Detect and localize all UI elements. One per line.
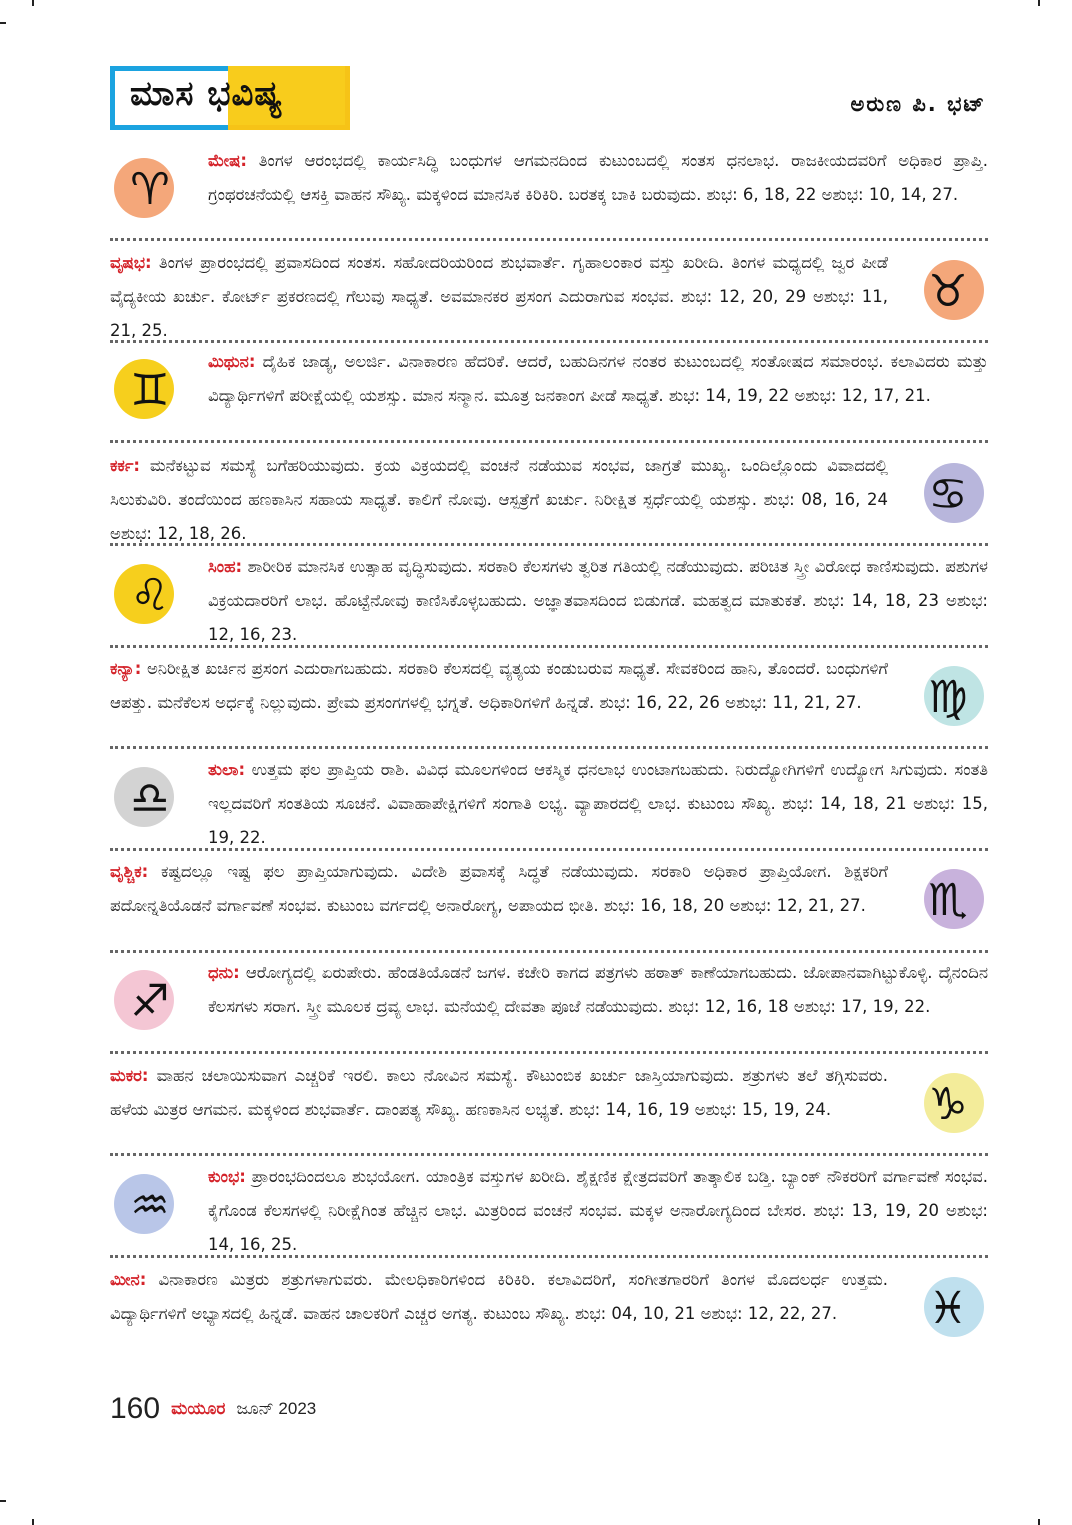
crop-mark [1038,1519,1040,1525]
twins-icon [110,351,190,431]
section-title-box [110,66,350,130]
horoscope-text [110,1263,888,1331]
ram-icon [110,150,190,230]
dotted-divider [110,340,988,343]
page-number: 160 [110,1392,161,1425]
svg-text:♎: ♎ [130,773,170,824]
fish-icon [908,1269,988,1349]
water-pot-icon [110,1166,190,1246]
sign-name: ಸಿಂಹ: [208,557,243,576]
crop-mark [1038,0,1040,6]
horoscope-text [110,449,888,551]
horoscope-text [110,652,888,720]
crocodile-icon [908,1065,988,1145]
sign-name: ವೃಷಭ: [110,253,152,272]
prediction-text: ಕಷ್ಟದಲ್ಲೂ ಇಷ್ಟ ಫಲ ಪ್ರಾಪ್ತಿಯಾಗುವುದು. ವಿದೇಶಿ ಪ್ರವಾಸಕ್ಕೆ ಸಿದ್ಧತೆ ನಡೆಯುವುದು. ಸರಕಾರಿ ಅಧಿಕಾರ ಪ್ರಾಪ್ತಿಯೋಗ. ಶಿಕ್ಷಕರಿಗೆ ಪದೋನ್ನತಿಯೊಡನೆ ವರ್ಗಾವಣೆ ಸಂಭವ. ಕುಟುಂಬ ವರ್ಗದಲ್ಲಿ ಅನಾರೋಗ್ಯ, ಅಪಾಯದ ಭೀತಿ. ಶುಭ: 16, 18, 20 ಅಶುಭ: 12, 21, 27. [110,862,888,915]
bull-icon [908,252,988,332]
horoscope-text [208,345,988,413]
sign-name: ಕನ್ಯಾ: [110,659,142,678]
horoscope-text [110,1059,888,1127]
lion-icon [110,556,190,636]
dotted-divider [110,746,988,749]
scales-icon [110,759,190,839]
dotted-divider [110,543,988,546]
prediction-text: ಶಾರೀರಿಕ ಮಾನಸಿಕ ಉತ್ಸಾಹ ವೃದ್ಧಿಸುವುದು. ಸರಕಾರಿ ಕೆಲಸಗಳು ತ್ವರಿತ ಗತಿಯಲ್ಲಿ ನಡೆಯುವುದು. ಪರಿಚಿತ ಸ್ತ್ರೀ ವಿರೋಧ ಕಾಣಿಸುವುದು. ಪಶುಗಳ ವಿಕ್ರಯದಾರರಿಗೆ ಲಾಭ. ಹೊಟ್ಟೆನೋವು ಕಾಣಿಸಿಕೊಳ್ಳಬಹುದು. ಅಜ್ಞಾತವಾಸದಿಂದ ಬಿಡುಗಡೆ. ಮಹತ್ವದ ಮಾತುಕತೆ. ಶುಭ: 14, 18, 23 ಅಶುಭ: 12, 16, 23. [208,557,988,644]
dotted-divider [110,1255,988,1258]
dotted-divider [110,1051,988,1054]
horoscope-text [208,144,988,212]
prediction-text: ವಾಹನ ಚಲಾಯಿಸುವಾಗ ಎಚ್ಚರಿಕೆ ಇರಲಿ. ಕಾಲು ನೋವಿನ ಸಮಸ್ಯೆ. ಕೌಟುಂಬಿಕ ಖರ್ಚು ಜಾಸ್ತಿಯಾಗುವುದು. ಶತ್ರುಗಳು ತಲೆ ತಗ್ಗಿಸುವರು. ಹಳೆಯ ಮಿತ್ರರ ಆಗಮನ. ಮಕ್ಕಳಿಂದ ಶುಭವಾರ್ತೆ. ದಾಂಪತ್ಯ ಸೌಖ್ಯ. ಹಣಕಾಸಿನ ಲಭ್ಯತೆ. ಶುಭ: 14, 16, 19 ಅಶುಭ: 15, 19, 24. [110,1066,888,1119]
sign-name: ಮೇಷ: [208,151,247,170]
sign-name: ಧನು: [208,963,240,982]
sign-name: ಕುಂಭ: [208,1167,246,1186]
archer-icon [110,962,190,1042]
svg-text:♏: ♏ [928,875,968,926]
dotted-divider [110,848,988,851]
crop-mark [0,1500,6,1502]
prediction-text: ಆರೋಗ್ಯದಲ್ಲಿ ಏರುಪೇರು. ಹೆಂಡತಿಯೊಡನೆ ಜಗಳ. ಕಚೇರಿ ಕಾಗದ ಪತ್ರಗಳು ಹಠಾತ್ ಕಾಣೆಯಾಗಬಹುದು. ಜೋಪಾನವಾಗಿಟ್ಟುಕೊಳ್ಳಿ. ದೈನಂದಿನ ಕೆಲಸಗಳು ಸರಾಗ. ಸ್ತ್ರೀ ಮೂಲಕ ದ್ರವ್ಯ ಲಾಭ. ಮನೆಯಲ್ಲಿ ದೇವತಾ ಪೂಜೆ ನಡೆಯುವುದು. ಶುಭ: 12, 16, 18 ಅಶುಭ: 17, 19, 22. [208,963,988,1016]
magazine-name: ಮಯೂರ [171,1399,226,1419]
prediction-text: ದೈಹಿಕ ಜಾಡ್ಯ, ಅಲರ್ಜಿ. ವಿನಾಕಾರಣ ಹೆದರಿಕೆ. ಆದರೆ, ಬಹುದಿನಗಳ ನಂತರ ಕುಟುಂಬದಲ್ಲಿ ಸಂತೋಷದ ಸಮಾರಂಭ. ಕಲಾವಿದರು ಮತ್ತು ವಿದ್ಯಾರ್ಥಿಗಳಿಗೆ ಪರೀಕ್ಷೆಯಲ್ಲಿ ಯಶಸ್ಸು. ಮಾನ ಸನ್ಮಾನ. ಮೂತ್ರ ಜನಕಾಂಗ ಪೀಡೆ ಸಾಧ್ಯತೆ. ಶುಭ: 14, 19, 22 ಅಶುಭ: 12, 17, 21. [208,352,988,405]
svg-text:♋: ♋ [928,469,968,520]
prediction-text: ವಿನಾಕಾರಣ ಮಿತ್ರರು ಶತ್ರುಗಳಾಗುವರು. ಮೇಲಧಿಕಾರಿಗಳಿಂದ ಕಿರಿಕಿರಿ. ಕಲಾವಿದರಿಗೆ, ಸಂಗೀತಗಾರರಿಗೆ ತಿಂಗಳ ಮೊದಲರ್ಧ ಉತ್ತಮ. ವಿದ್ಯಾರ್ಥಿಗಳಿಗೆ ಅಭ್ಯಾಸದಲ್ಲಿ ಹಿನ್ನಡೆ. ವಾಹನ ಚಾಲಕರಿಗೆ ಎಚ್ಚರ ಅಗತ್ಯ. ಕುಟುಂಬ ಸೌಖ್ಯ. ಶುಭ: 04, 10, 21 ಅಶುಭ: 12, 22, 27. [110,1270,888,1323]
svg-text:♍: ♍ [928,672,968,723]
prediction-text: ಪ್ರಾರಂಭದಿಂದಲೂ ಶುಭಯೋಗ. ಯಾಂತ್ರಿಕ ವಸ್ತುಗಳ ಖರೀದಿ. ಶೈಕ್ಷಣಿಕ ಕ್ಷೇತ್ರದವರಿಗೆ ತಾತ್ಕಾಲಿಕ ಬಡ್ತಿ. ಬ್ಯಾಂಕ್ ನೌಕರರಿಗೆ ವರ್ಗಾವಣೆ ಸಂಭವ. ಕೈಗೊಂಡ ಕೆಲಸಗಳಲ್ಲಿ ನಿರೀಕ್ಷೆಗಿಂತ ಹೆಚ್ಚಿನ ಲಾಭ. ಮಿತ್ರರಿಂದ ವಂಚನೆ ಸಂಭವ. ಮಕ್ಕಳ ಅನಾರೋಗ್ಯದಿಂದ ಬೇಸರ. ಶುಭ: 13, 19, 20 ಅಶುಭ: 14, 16, 25. [208,1167,988,1254]
sign-name: ಮೀನ: [110,1270,147,1289]
dotted-divider [110,440,988,443]
crop-mark [32,0,34,6]
svg-text:♌: ♌ [130,570,170,621]
svg-text:♓: ♓ [928,1283,968,1334]
page-footer [110,1392,316,1426]
sign-name: ವೃಶ್ಚಿಕ: [110,862,149,881]
sign-name: ಮಕರ: [110,1066,149,1085]
dotted-divider [110,1153,988,1156]
author-name: ಅರುಣ ಪಿ. ಭಟ್ [850,92,986,116]
svg-text:♐: ♐ [130,976,170,1027]
prediction-text: ಅನಿರೀಕ್ಷಿತ ಖರ್ಚಿನ ಪ್ರಸಂಗ ಎದುರಾಗಬಹುದು. ಸರಕಾರಿ ಕೆಲಸದಲ್ಲಿ ವ್ಯತ್ಯಯ ಕಂಡುಬರುವ ಸಾಧ್ಯತೆ. ಸೇವಕರಿಂದ ಹಾನಿ, ತೊಂದರೆ. ಬಂಧುಗಳಿಗೆ ಆಪತ್ತು. ಮನೆಕೆಲಸ ಅರ್ಧಕ್ಕೆ ನಿಲ್ಲುವುದು. ಪ್ರೇಮ ಪ್ರಸಂಗಗಳಲ್ಲಿ ಭಗ್ನತೆ. ಅಧಿಕಾರಿಗಳಿಗೆ ಹಿನ್ನಡೆ. ಶುಭ: 16, 22, 26 ಅಶುಭ: 11, 21, 27. [110,659,888,712]
crab-icon [908,455,988,535]
prediction-text: ತಿಂಗಳ ಆರಂಭದಲ್ಲಿ ಕಾರ್ಯಸಿದ್ಧಿ ಬಂಧುಗಳ ಆಗಮನದಿಂದ ಕುಟುಂಬದಲ್ಲಿ ಸಂತಸ ಧನಲಾಭ. ರಾಜಕೀಯದವರಿಗೆ ಅಧಿಕಾರ ಪ್ರಾಪ್ತಿ. ಗ್ರಂಥರಚನೆಯಲ್ಲಿ ಆಸಕ್ತಿ ವಾಹನ ಸೌಖ್ಯ. ಮಕ್ಕಳಿಂದ ಮಾನಸಿಕ ಕಿರಿಕಿರಿ. ಬರತಕ್ಕ ಬಾಕಿ ಬರುವುದು. ಶುಭ: 6, 18, 22 ಅಶುಭ: 10, 14, 27. [208,151,988,204]
svg-text:♑: ♑ [928,1079,968,1130]
svg-text:♊: ♊ [130,365,170,416]
dotted-divider [110,645,988,648]
horoscope-text [110,855,888,923]
prediction-text: ಮನೆಕಟ್ಟುವ ಸಮಸ್ಯೆ ಬಗೆಹರಿಯುವುದು. ಕ್ರಯ ವಿಕ್ರಯದಲ್ಲಿ ವಂಚನೆ ನಡೆಯುವ ಸಂಭವ, ಜಾಗ್ರತೆ ಮುಖ್ಯ. ಒಂದಿಲ್ಲೊಂದು ವಿವಾದದಲ್ಲಿ ಸಿಲುಕುವಿರಿ. ತಂದೆಯಿಂದ ಹಣಕಾಸಿನ ಸಹಾಯ ಸಾಧ್ಯತೆ. ಕಾಲಿಗೆ ನೋವು. ಆಸ್ಪತ್ರೆಗೆ ಖರ್ಚು. ನಿರೀಕ್ಷಿತ ಸ್ಪರ್ಧೆಯಲ್ಲಿ ಯಶಸ್ಸು. ಶುಭ: 08, 16, 24 ಅಶುಭ: 12, 18, 26. [110,456,888,543]
prediction-text: ಉತ್ತಮ ಫಲ ಪ್ರಾಪ್ತಿಯ ರಾಶಿ. ವಿವಿಧ ಮೂಲಗಳಿಂದ ಆಕಸ್ಮಿಕ ಧನಲಾಭ ಉಂಟಾಗಬಹುದು. ನಿರುದ್ಯೋಗಿಗಳಿಗೆ ಉದ್ಯೋಗ ಸಿಗುವುದು. ಸಂತತಿ ಇಲ್ಲದವರಿಗೆ ಸಂತತಿಯ ಸೂಚನೆ. ವಿವಾಹಾಪೇಕ್ಷಿಗಳಿಗೆ ಸಂಗಾತಿ ಲಭ್ಯ. ವ್ಯಾಪಾರದಲ್ಲಿ ಲಾಭ. ಕುಟುಂಬ ಸೌಖ್ಯ. ಶುಭ: 14, 18, 21 ಅಶುಭ: 15, 19, 22. [208,760,988,847]
sign-name: ತುಲಾ: [208,760,246,779]
sign-name: ಮಿಥುನ: [208,352,256,371]
horoscope-text [208,550,988,652]
horoscope-text [208,753,988,855]
svg-text:♉: ♉ [928,266,968,317]
svg-text:♒: ♒ [130,1180,170,1231]
dotted-divider [110,950,988,953]
prediction-text: ತಿಂಗಳ ಪ್ರಾರಂಭದಲ್ಲಿ ಪ್ರವಾಸದಿಂದ ಸಂತಸ. ಸಹೋದರಿಯರಿಂದ ಶುಭವಾರ್ತೆ. ಗೃಹಾಲಂಕಾರ ವಸ್ತು ಖರೀದಿ. ತಿಂಗಳ ಮಧ್ಯದಲ್ಲಿ ಜ್ವರ ಪೀಡೆ ವೈದ್ಯಕೀಯ ಖರ್ಚು. ಕೋರ್ಟ್ ಪ್ರಕರಣದಲ್ಲಿ ಗೆಲುವು ಸಾಧ್ಯತೆ. ಅವಮಾನಕರ ಪ್ರಸಂಗ ಎದುರಾಗುವ ಸಂಭವ. ಶುಭ: 12, 20, 29 ಅಶುಭ: 11, 21, 25. [110,253,888,340]
sign-name: ಕರ್ಕ: [110,456,140,475]
horoscope-text [208,1160,988,1262]
horoscope-text [110,246,888,348]
dotted-divider [110,238,988,241]
horoscope-text [208,956,988,1024]
page-title: ಮಾಸ ಭವಿಷ್ಯ [130,74,284,114]
issue-date: ಜೂನ್ 2023 [236,1399,317,1418]
svg-text:♈: ♈ [130,164,170,215]
virgo-maiden-icon [908,658,988,738]
crop-mark [0,22,6,24]
crop-mark [32,1519,34,1525]
scorpion-icon [908,861,988,941]
